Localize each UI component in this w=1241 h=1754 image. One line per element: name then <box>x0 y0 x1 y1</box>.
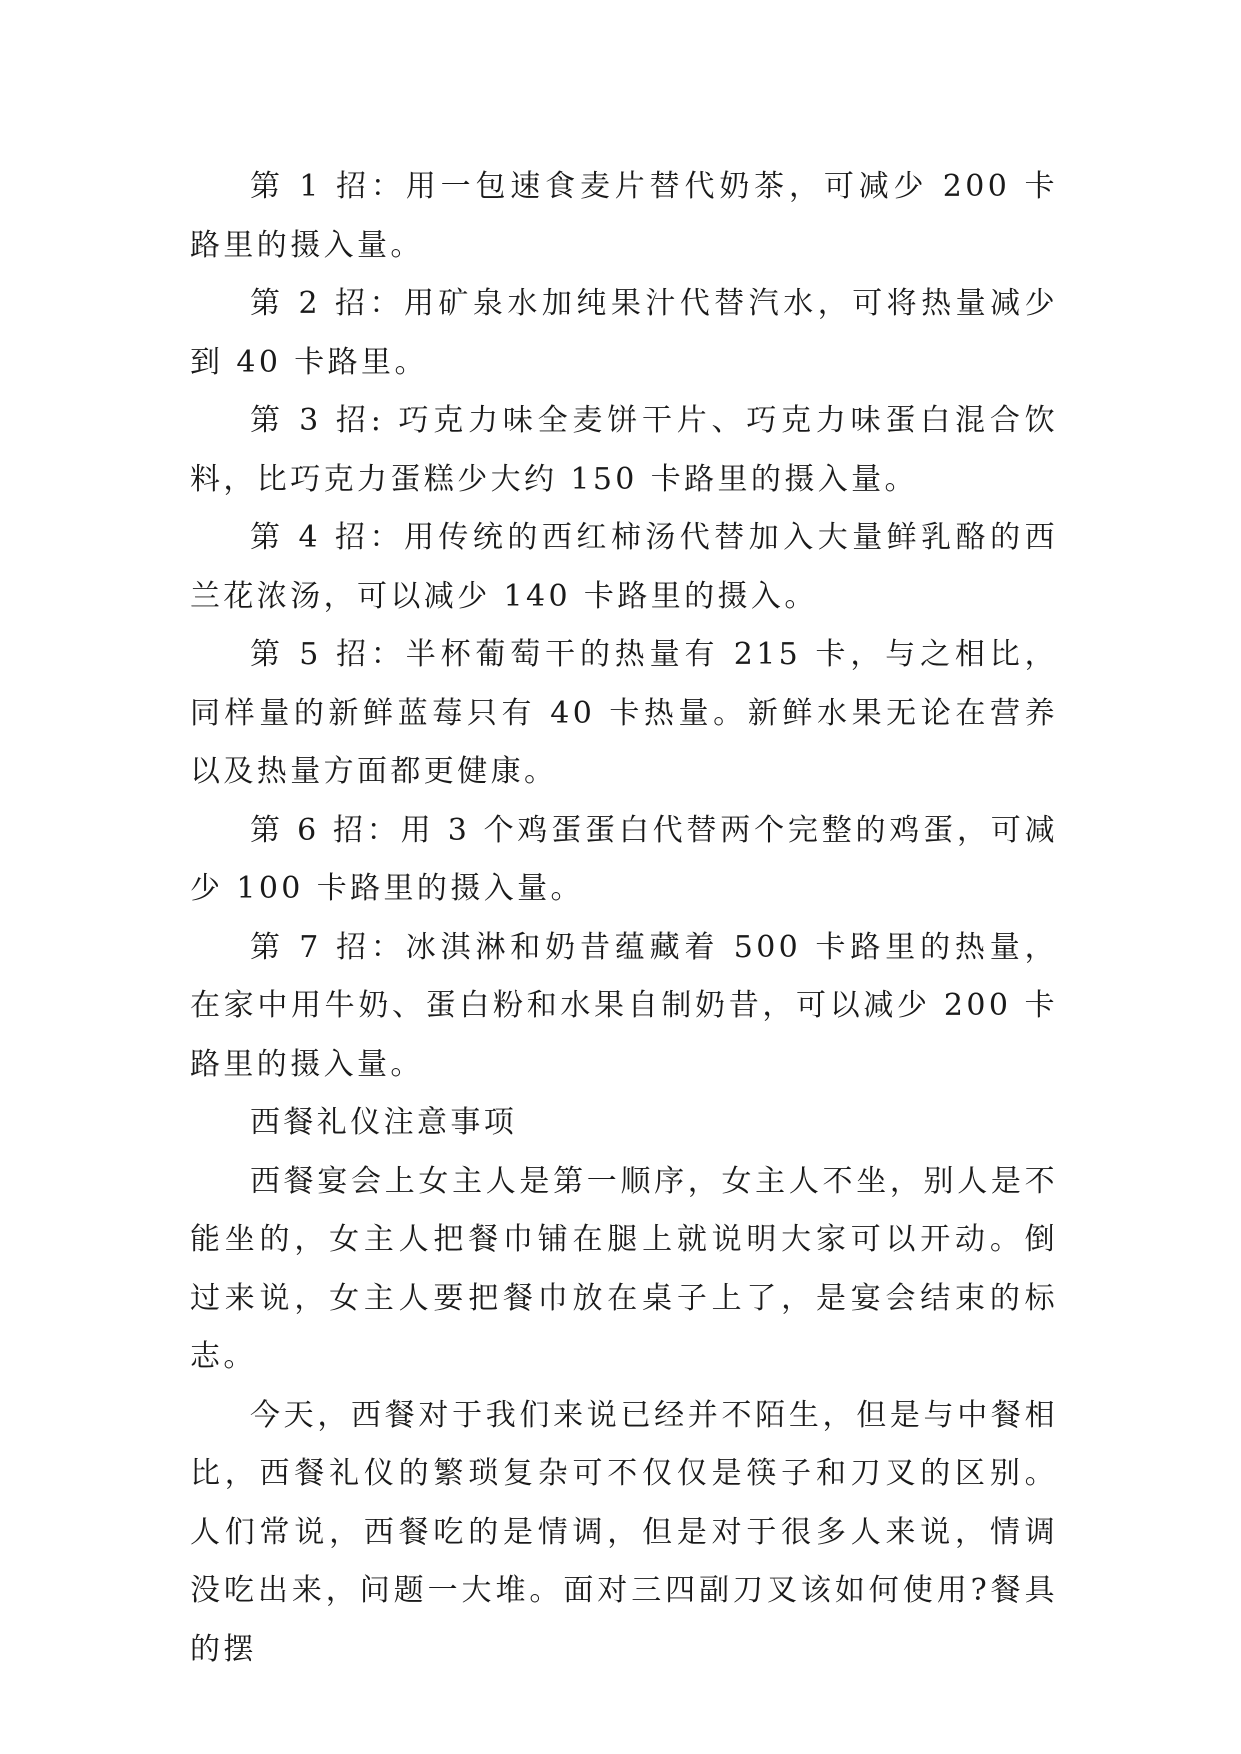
section-heading: 西餐礼仪注意事项 <box>250 1105 518 1140</box>
paragraph-etiquette-1: 西餐宴会上女主人是第一顺序，女主人不坐，别人是不能坐的，女主人把餐巾铺在腿上就说明大家可以开动。倒过来说，女主人要把餐巾放在桌子上了，是宴会结束的标志。 <box>190 1163 1058 1374</box>
paragraph-tip-6: 第 6 招：用 3 个鸡蛋蛋白代替两个完整的鸡蛋，可减少 100 卡路里的摄入量。 <box>190 812 1058 906</box>
paragraph-tip-5: 第 5 招：半杯葡萄干的热量有 215 卡，与之相比，同样量的新鲜蓝莓只有 40 卡热量。新鲜水果无论在营养以及热量方面都更健康。 <box>190 637 1058 789</box>
paragraph-tip-3: 第 3 招: 巧克力味全麦饼干片、巧克力味蛋白混合饮料，比巧克力蛋糕少大约 150 卡路里的摄入量。 <box>190 403 1058 497</box>
paragraph-etiquette-2: 今天，西餐对于我们来说已经并不陌生，但是与中餐相比，西餐礼仪的繁琐复杂可不仅仅是筷子和刀叉的区别。人们常说，西餐吃的是情调，但是对于很多人来说，情调没吃出来，问题一大堆。面对三四副刀叉该如何使用?餐具的摆 <box>190 1397 1058 1667</box>
document-body <box>190 158 1058 1679</box>
paragraph-tip-2: 第 2 招：用矿泉水加纯果汁代替汽水，可将热量减少到 40 卡路里。 <box>190 286 1058 380</box>
paragraph-tip-1: 第 1 招：用一包速食麦片替代奶茶，可减少 200 卡路里的摄入量。 <box>190 169 1058 263</box>
paragraph-tip-4: 第 4 招：用传统的西红柿汤代替加入大量鲜乳酪的西兰花浓汤，可以减少 140 卡路里的摄入。 <box>190 520 1058 614</box>
paragraph-tip-7: 第 7 招：冰淇淋和奶昔蕴藏着 500 卡路里的热量，在家中用牛奶、蛋白粉和水果自制奶昔，可以减少 200 卡路里的摄入量。 <box>190 929 1058 1082</box>
